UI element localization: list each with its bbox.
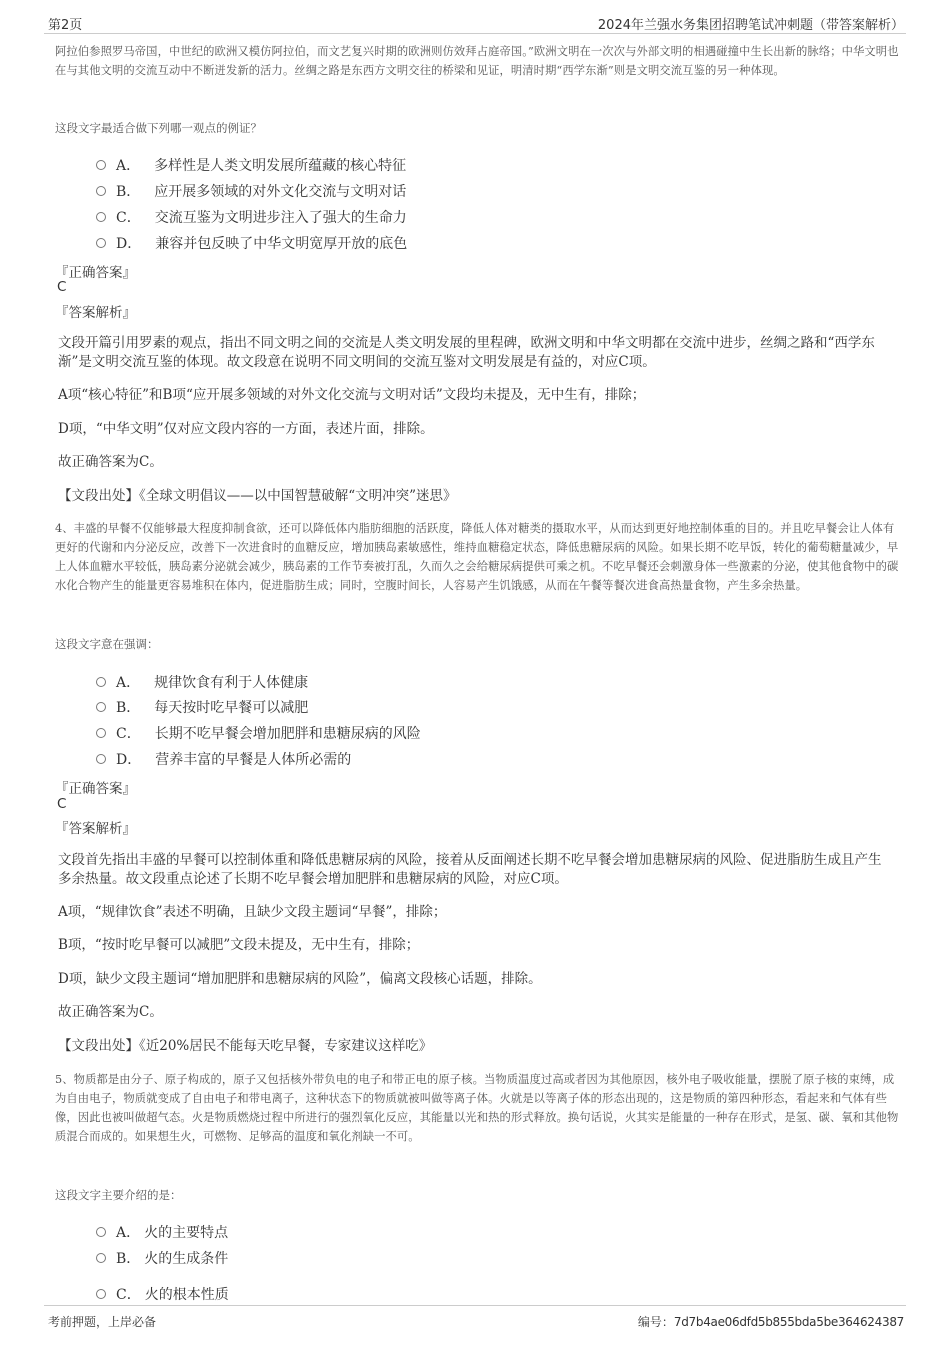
radio-icon[interactable] — [96, 212, 106, 222]
q4-prompt: 这段文字意在强调： — [55, 637, 159, 651]
page-footer — [0, 1305, 950, 1345]
option-text: 火的根本性质 — [144, 1287, 229, 1303]
option-letter: A． — [116, 158, 141, 174]
footer-divider — [44, 1305, 906, 1306]
option-letter: C． — [116, 1287, 141, 1303]
q4-analysis-4: D项，缺少文段主题词“增加肥胖和患糖尿病的风险”，偏离文段核心话题，排除。 — [58, 971, 542, 987]
q3-analysis-label: 『答案解析』 — [55, 305, 136, 321]
radio-icon[interactable] — [96, 1289, 106, 1299]
document-title: 2024年兰强水务集团招聘笔试冲刺题（带答案解析） — [597, 18, 904, 33]
option-text: 长期不吃早餐会增加肥胖和患糖尿病的风险 — [154, 726, 421, 742]
q3-option-c[interactable] — [96, 207, 407, 227]
q3-analysis-1: 文段开篇引用罗素的观点，指出不同文明之间的交流是人类文明发展的里程碑，欧洲文明和中华文明都在交流中进步，丝绸之路和“西学东渐”是文明交流互鉴的体现。故文段意在说明不同文明间的交流互鉴对文明发展是有益的，对应C项。 — [58, 335, 875, 370]
q4-analysis-3: B项，“按时吃早餐可以减肥”文段未提及，无中生有，排除； — [58, 937, 420, 953]
footer-id — [638, 1313, 904, 1330]
footer-id-label: 编号： — [637, 1315, 674, 1329]
q5-passage: 5、物质都是由分子、原子构成的，原子又包括核外带负电的电子和带正电的原子核。当物质温度过高或者因为其他原因，核外电子吸收能量，摆脱了原子核的束缚，成为自由电子，物质就变成了自由电子和带电离子，这种状态下的物质就被叫做等离子体。火就是以等离子体的形态出现的，这是物质的第四种形态，看起来和气体有些像，因此也被叫做超气态。火是物质燃烧过程中所进行的强烈氧化反应，其能量以光和热的形式释放。换句话说，火其实是能量的一种存在形式，是氢、碳、氧和其他物质混合而成的。如果想生火，可燃物、足够高的温度和氧化剂缺一不可。 — [55, 1073, 899, 1143]
footer-id-value: 7d7b4ae06dfd5b855bda5be364624387 — [673, 1315, 904, 1329]
option-text: 火的生成条件 — [144, 1251, 229, 1267]
option-text: 应开展多领域的对外文化交流与文明对话 — [154, 184, 407, 200]
q3-analysis-4: 故正确答案为C。 — [58, 454, 163, 470]
footer-slogan: 考前押题，上岸必备 — [48, 1315, 157, 1329]
q3-analysis-2: A项“核心特征”和B项“应开展多领域的对外文化交流与文明对话”文段均未提及，无中生有，排除； — [58, 387, 646, 403]
radio-icon[interactable] — [96, 1227, 106, 1237]
q3-answer: C — [57, 279, 67, 295]
q5-prompt: 这段文字主要介绍的是： — [55, 1188, 182, 1202]
option-letter: B． — [116, 700, 141, 716]
q4-analysis-5: 故正确答案为C。 — [58, 1004, 163, 1020]
radio-icon[interactable] — [96, 160, 106, 170]
q4-option-a[interactable] — [96, 672, 308, 692]
page-header — [0, 0, 950, 34]
radio-icon[interactable] — [96, 702, 106, 712]
radio-icon[interactable] — [96, 677, 106, 687]
q4-analysis-label: 『答案解析』 — [55, 821, 136, 837]
q5-option-b[interactable] — [96, 1248, 228, 1268]
option-text: 交流互鉴为文明进步注入了强大的生命力 — [154, 210, 407, 226]
q3-prompt: 这段文字最适合做下列哪一观点的例证？ — [55, 121, 262, 135]
option-text: 每天按时吃早餐可以减肥 — [154, 700, 309, 716]
q4-option-c[interactable] — [96, 723, 421, 743]
option-text: 多样性是人类文明发展所蕴藏的核心特征 — [154, 158, 407, 174]
option-text: 火的主要特点 — [144, 1225, 229, 1241]
option-letter: A． — [116, 675, 141, 691]
option-letter: D． — [116, 752, 142, 768]
q3-option-d[interactable] — [96, 233, 407, 253]
option-letter: C． — [116, 726, 141, 742]
option-letter: C． — [116, 210, 141, 226]
q4-answer: C — [57, 796, 67, 812]
q3-option-a[interactable] — [96, 155, 406, 175]
radio-icon[interactable] — [96, 754, 106, 764]
q3-answer-label: 『正确答案』 — [55, 265, 136, 281]
q4-analysis-1: 文段首先指出丰盛的早餐可以控制体重和降低患糖尿病的风险，接着从反面阐述长期不吃早餐会增加患糖尿病的风险、促进脂肪生成且产生多余热量。故文段重点论述了长期不吃早餐会增加肥胖和患糖尿病的风险，对应C项。 — [58, 852, 882, 887]
page-number: 第2页 — [48, 18, 83, 33]
q4-option-b[interactable] — [96, 697, 308, 717]
q3-option-b[interactable] — [96, 181, 406, 201]
option-letter: B． — [116, 184, 141, 200]
q4-passage: 4、丰盛的早餐不仅能够最大程度抑制食欲，还可以降低体内脂肪细胞的活跃度，降低人体对糖类的摄取水平，从而达到更好地控制体重的目的。并且吃早餐会让人体有更好的代谢和内分泌反应，改善下一次进食时的血糖反应，增加胰岛素敏感性，维持血糖稳定状态，降低患糖尿病的风险。如果长期不吃早饭，转化的葡萄糖量减少，早上人体血糖水平较低，胰岛素分泌就会减少，胰岛素的工作节奏被打乱，久而久之会给糖尿病提供可乘之机。不吃早餐还会刺激身体一些激素的分泌，使其他食物中的碳水化合物产生的能量更容易堆积在体内，促进脂肪生成；同时，空腹时间长，人容易产生饥饿感，从而在午餐等餐次进食高热量食物，产生多余热量。 — [55, 522, 899, 592]
q4-answer-label: 『正确答案』 — [55, 781, 136, 797]
q4-source: 【文段出处】《近20%居民不能每天吃早餐，专家建议这样吃》 — [58, 1038, 433, 1054]
radio-icon[interactable] — [96, 238, 106, 248]
option-letter: D． — [116, 236, 142, 252]
option-text: 营养丰富的早餐是人体所必需的 — [155, 752, 352, 768]
q3-analysis-3: D项，“中华文明”仅对应文段内容的一方面，表述片面，排除。 — [58, 421, 434, 437]
q5-option-a[interactable] — [96, 1222, 228, 1242]
header-divider — [44, 33, 906, 34]
radio-icon[interactable] — [96, 1253, 106, 1263]
option-letter: B． — [116, 1251, 141, 1267]
q4-analysis-2: A项，“规律饮食”表述不明确，且缺少文段主题词“早餐”，排除； — [58, 904, 447, 920]
option-text: 规律饮食有利于人体健康 — [154, 675, 309, 691]
radio-icon[interactable] — [96, 728, 106, 738]
option-letter: A． — [116, 1225, 141, 1241]
q3-source: 【文段出处】《全球文明倡议——以中国智慧破解“文明冲突”迷思》 — [58, 488, 457, 504]
q4-option-d[interactable] — [96, 749, 351, 769]
option-text: 兼容并包反映了中华文明宽厚开放的底色 — [155, 236, 408, 252]
q3-passage: 阿拉伯参照罗马帝国，中世纪的欧洲又模仿阿拉伯，而文艺复兴时期的欧洲则仿效拜占庭帝国。”欧洲文明在一次次与外部文明的相遇碰撞中生长出新的脉络；中华文明也在与其他文明的交流互动中不断迸发新的活力。丝绸之路是东西方文明交往的桥梁和见证，明清时期“西学东渐”则是文明交流互鉴的另一种体现。 — [55, 45, 899, 77]
q5-option-c[interactable] — [96, 1284, 229, 1304]
radio-icon[interactable] — [96, 186, 106, 196]
